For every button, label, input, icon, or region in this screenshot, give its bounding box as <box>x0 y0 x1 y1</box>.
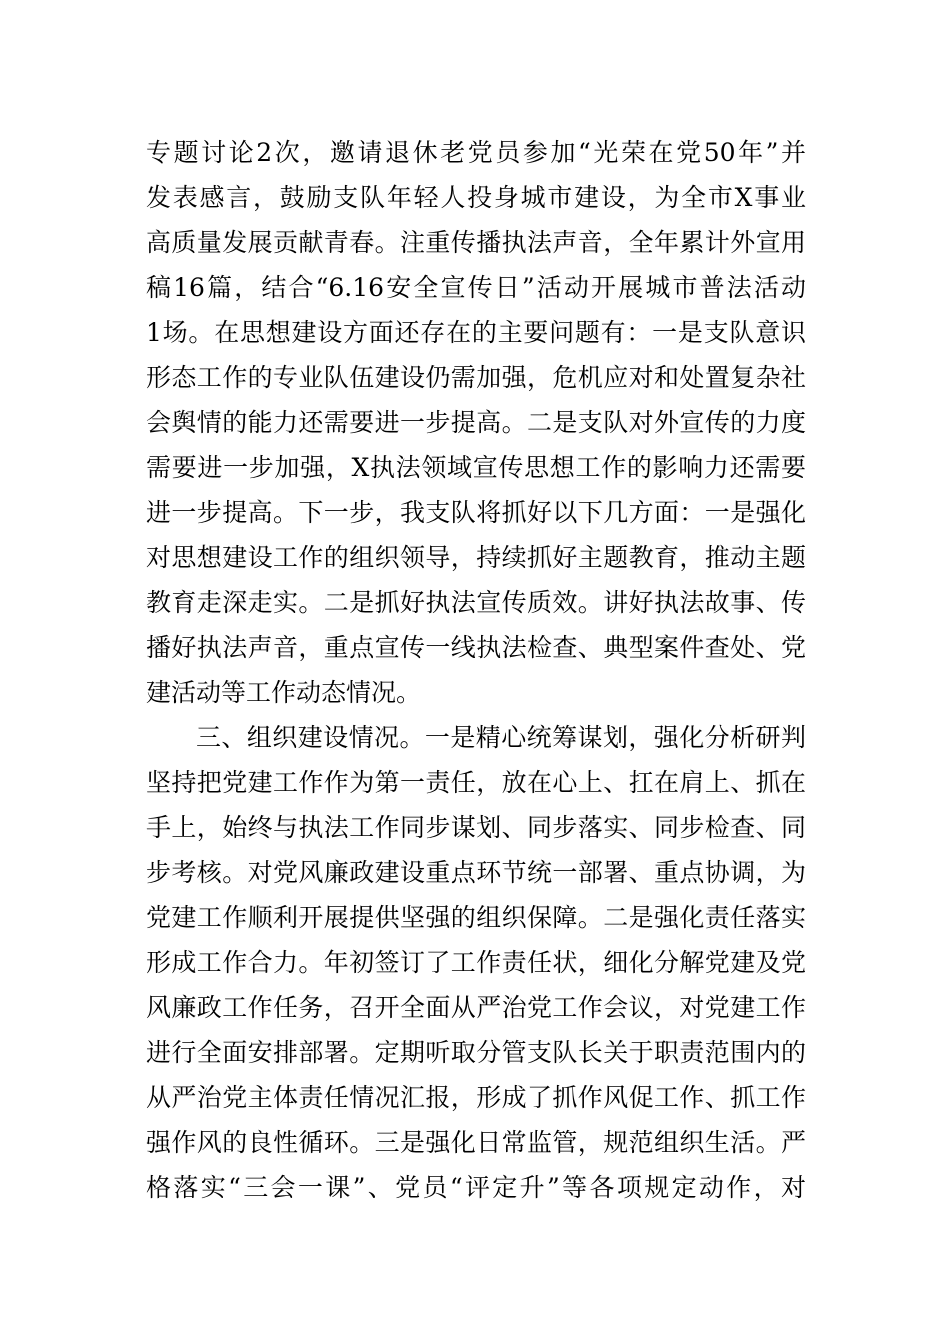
paragraph-line: 党建工作顺利开展提供坚强的组织保障。二是强化责任落实 <box>146 903 806 932</box>
paragraph-line: 风廉政工作任务，召开全面从严治党工作会议，对党建工作 <box>146 993 806 1022</box>
paragraph-line: 进行全面安排部署。定期听取分管支队长关于职责范围内的 <box>146 1038 806 1067</box>
paragraph-line: 从严治党主体责任情况汇报，形成了抓作风促工作、抓工作 <box>146 1083 806 1112</box>
paragraph-line: 发表感言，鼓励支队年轻人投身城市建设，为全市X事业 <box>146 183 806 212</box>
paragraph-line: 高质量发展贡献青春。注重传播执法声音，全年累计外宣用 <box>146 228 806 257</box>
paragraph-line: 形成工作合力。年初签订了工作责任状，细化分解党建及党 <box>146 948 806 977</box>
paragraph-line: 专题讨论2次，邀请退休老党员参加“光荣在党50年”并 <box>146 138 806 167</box>
paragraph-line: 需要进一步加强，X执法领域宣传思想工作的影响力还需要 <box>146 453 806 482</box>
paragraph-line: 会舆情的能力还需要进一步提高。二是支队对外宣传的力度 <box>146 408 806 437</box>
paragraph-line: 稿16篇，结合“6.16安全宣传日”活动开展城市普法活动 <box>146 273 806 302</box>
section-first-line <box>196 718 806 758</box>
paragraph-line: 手上，始终与执法工作同步谋划、同步落实、同步检查、同 <box>146 813 806 842</box>
paragraph-line: 播好执法声音，重点宣传一线执法检查、典型案件查处、党 <box>146 633 806 662</box>
paragraph-line: 格落实“三会一课”、党员“评定升”等各项规定动作，对 <box>146 1173 806 1202</box>
section-first-line-text: 一是精心统筹谋划，强化分析研判 <box>424 723 806 752</box>
paragraph-line: 1场。在思想建设方面还存在的主要问题有：一是支队意识 <box>146 318 806 347</box>
paragraph-line: 进一步提高。下一步，我支队将抓好以下几方面：一是强化 <box>146 498 806 527</box>
paragraph-line: 强作风的良性循环。三是强化日常监管，规范组织生活。严 <box>146 1128 806 1157</box>
paragraph-line: 形态工作的专业队伍建设仍需加强，危机应对和处置复杂社 <box>146 363 806 392</box>
paragraph-line: 建活动等工作动态情况。 <box>146 678 422 707</box>
paragraph-line: 对思想建设工作的组织领导，持续抓好主题教育，推动主题 <box>146 543 806 572</box>
paragraph-line: 步考核。对党风廉政建设重点环节统一部署、重点协调，为 <box>146 858 806 887</box>
section-heading: 三、组织建设情况。 <box>196 723 425 752</box>
paragraph-line: 教育走深走实。二是抓好执法宣传质效。讲好执法故事、传 <box>146 588 806 617</box>
paragraph-line: 坚持把党建工作作为第一责任，放在心上、扛在肩上、抓在 <box>146 768 806 797</box>
